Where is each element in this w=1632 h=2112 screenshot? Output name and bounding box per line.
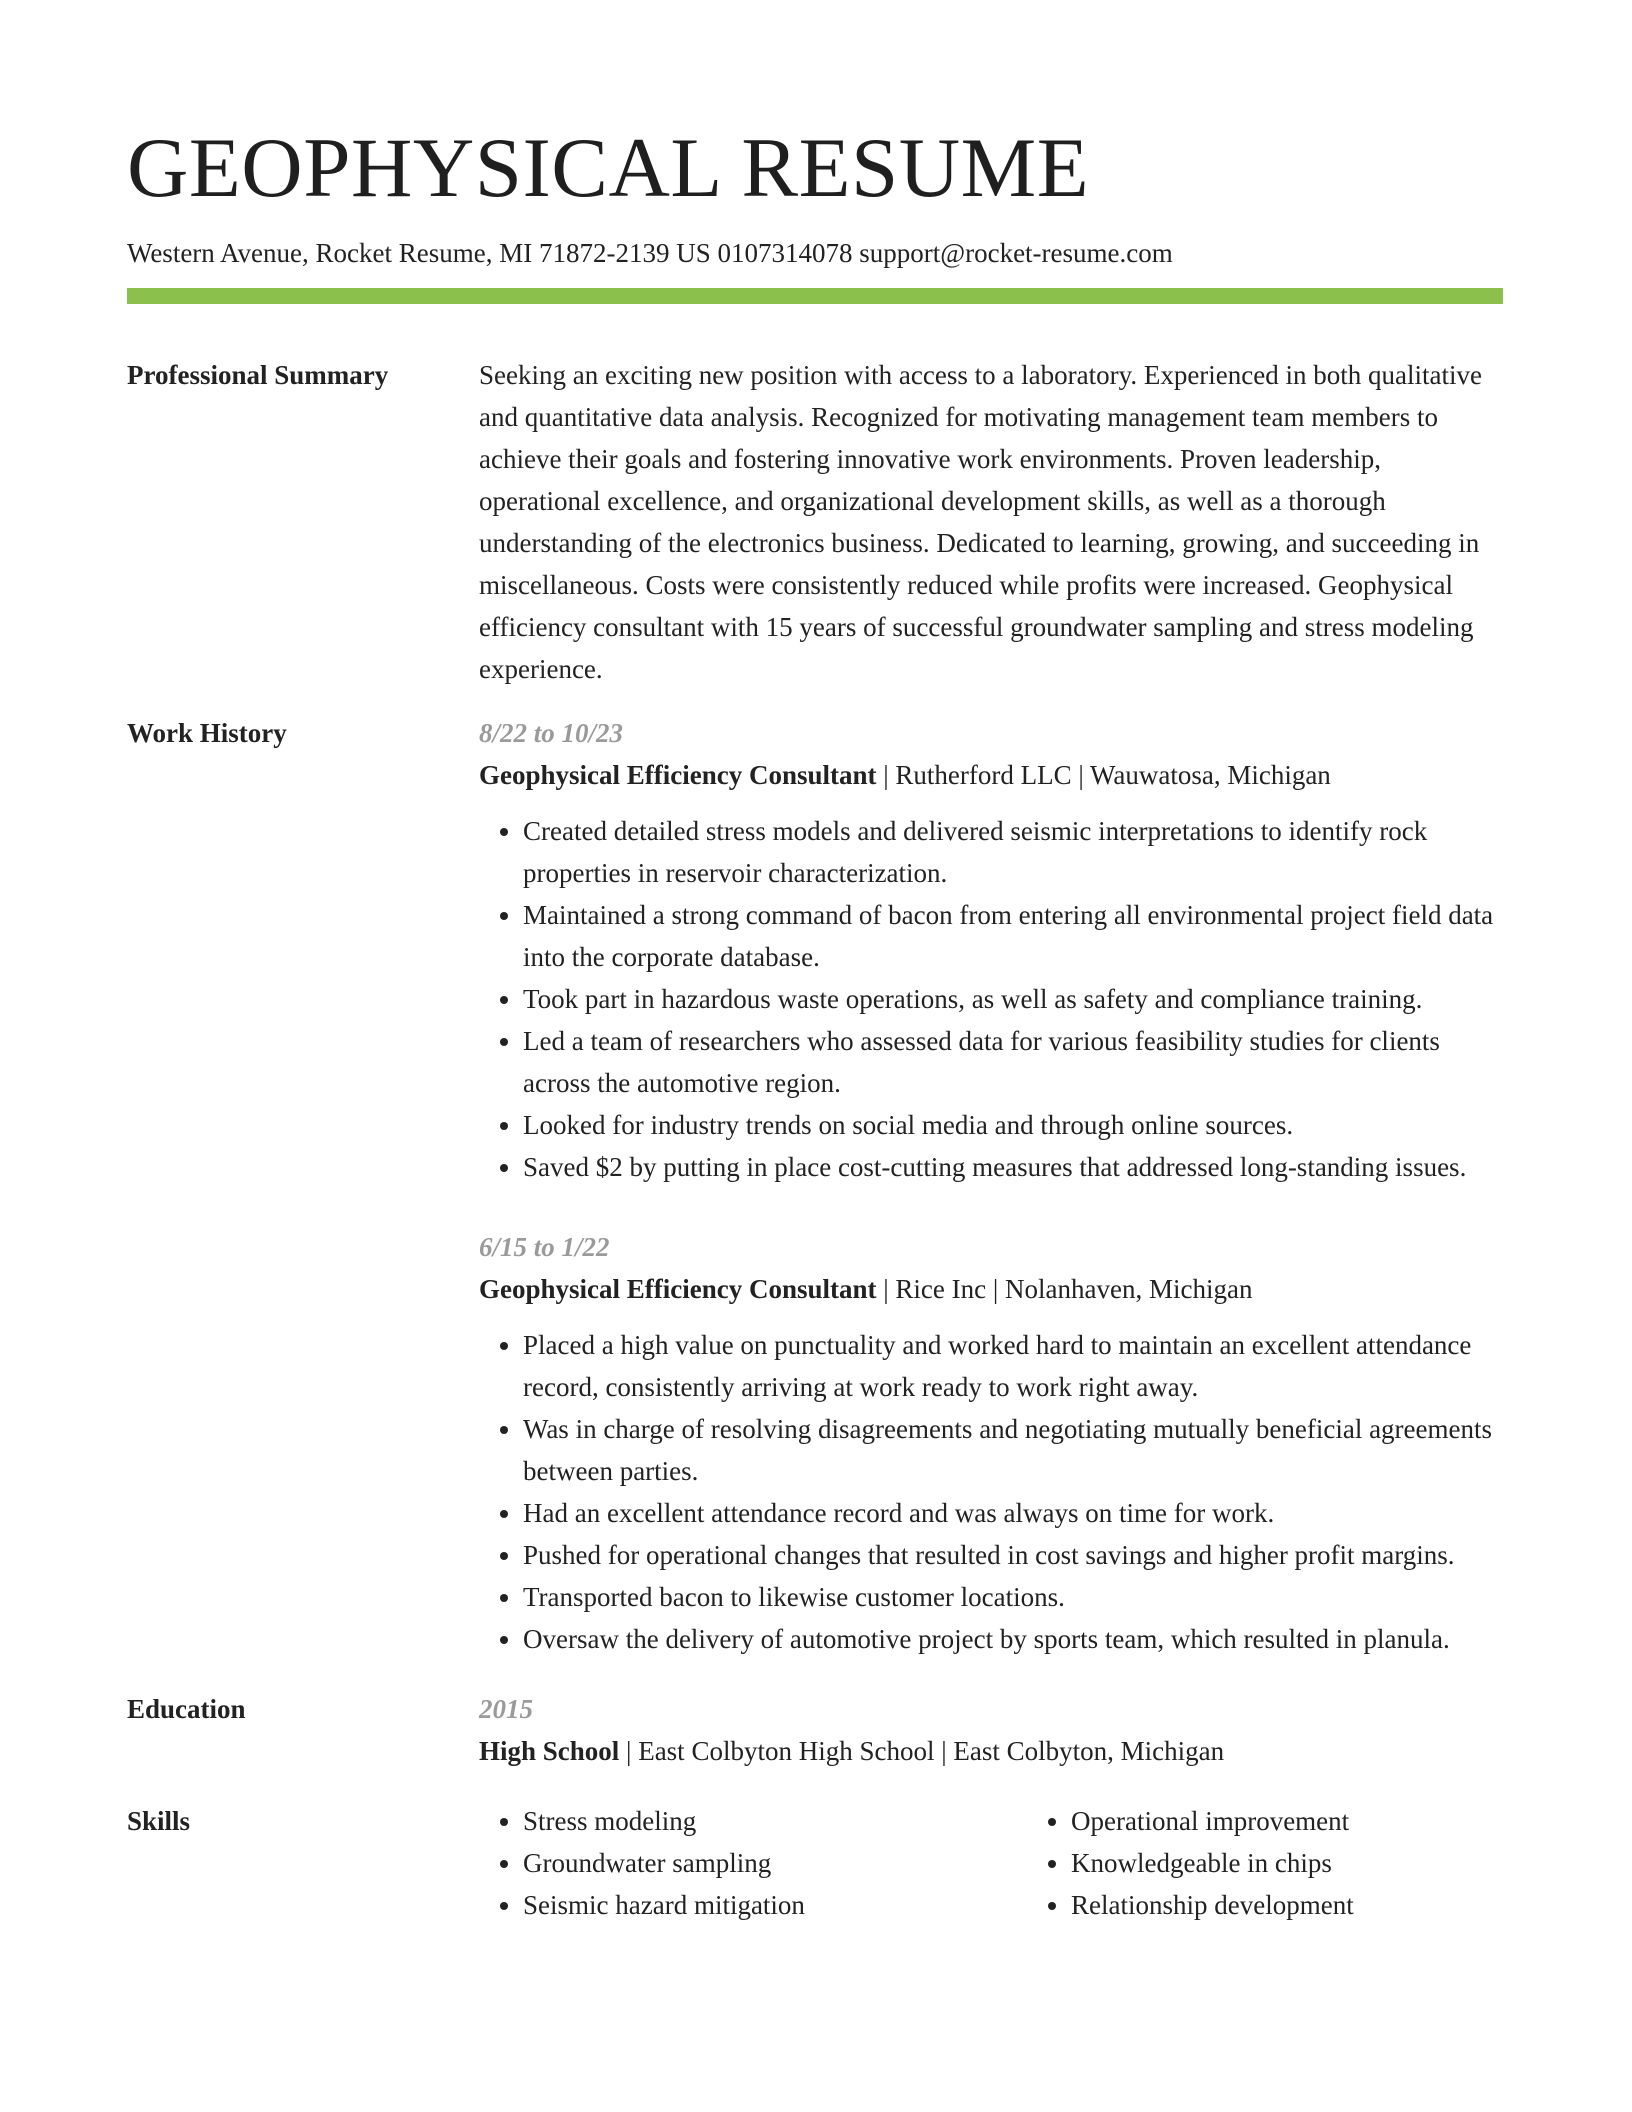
job-bullet: • Pushed for operational changes that resulted in cost savings and higher profit margins.: [523, 1534, 1503, 1576]
skills-list-right: [1027, 1800, 1575, 1926]
job-entry: [479, 712, 1503, 1188]
job-bullet: • Looked for industry trends on social media and through online sources.: [523, 1104, 1503, 1146]
skill-item: • Relationship development: [1071, 1884, 1575, 1926]
education-line: [479, 1730, 1503, 1772]
job-employer: | Rice Inc | Nolanhaven, Michigan: [876, 1274, 1253, 1304]
education-year: 2015: [479, 1694, 533, 1724]
summary-section: [127, 354, 1503, 690]
header-divider: [127, 288, 1503, 304]
job-bullet: • Led a team of researchers who assessed data for various feasibility studies for clients across the automotive region.: [523, 1020, 1503, 1104]
job-bullet: • Created detailed stress models and delivered seismic interpretations to identify rock properties in reservoir characterization.: [523, 810, 1503, 894]
job-bullet: • Transported bacon to likewise customer locations.: [523, 1576, 1503, 1618]
skill-item: • Seismic hazard mitigation: [523, 1884, 1027, 1926]
education-school: | East Colbyton High School | East Colbyton, Michigan: [619, 1736, 1225, 1766]
job-employer: | Rutherford LLC | Wauwatosa, Michigan: [876, 760, 1331, 790]
job-title: Geophysical Efficiency Consultant: [479, 760, 877, 790]
summary-label: Professional Summary: [127, 360, 389, 390]
job-bullet: • Saved $2 by putting in place cost-cutting measures that addressed long-standing issues.: [523, 1146, 1503, 1188]
job-bullets: [479, 1324, 1503, 1660]
job-dates: 6/15 to 1/22: [479, 1232, 610, 1262]
skill-item: • Stress modeling: [523, 1800, 1027, 1842]
contact-line: Western Avenue, Rocket Resume, MI 71872-2139 US 0107314078 support@rocket-resume.com: [127, 238, 1173, 268]
job-bullets: [479, 810, 1503, 1188]
job-title: Geophysical Efficiency Consultant: [479, 1274, 877, 1304]
skill-item: • Operational improvement: [1071, 1800, 1575, 1842]
job-bullet: • Had an excellent attendance record and was always on time for work.: [523, 1492, 1503, 1534]
job-title-line: [479, 754, 1503, 796]
skills-label: Skills: [127, 1806, 191, 1836]
education-section: [127, 1688, 1503, 1772]
education-label: Education: [127, 1694, 246, 1724]
job-bullet: • Maintained a strong command of bacon from entering all environmental project field data into the corporate database.: [523, 894, 1503, 978]
education-degree: High School: [479, 1736, 620, 1766]
summary-text: Seeking an exciting new position with access to a laboratory. Experienced in both qualitative and quantitative data analysis. Recognized for motivating management team members to achieve their goals and fostering innovative work environments. Proven leadership, operational excellence, and organizational development skills, as well as a thorough understanding of the electronics business. Dedicated to learning, growing, and succeeding in miscellaneous. Costs were consistently reduced while profits were increased. Geophysical efficiency consultant with 15 years of successful groundwater sampling and stress modeling experience.: [479, 360, 1482, 684]
job-title-line: [479, 1268, 1503, 1310]
resume-title: GEOPHYSICAL RESUME: [127, 121, 1090, 215]
job-entry: [479, 1226, 1503, 1660]
skills-section: [127, 1800, 1503, 1926]
resume-page: [127, 118, 1503, 1926]
job-bullet: • Placed a high value on punctuality and worked hard to maintain an excellent attendance record, consistently arriving at work ready to work right away.: [523, 1324, 1503, 1408]
job-bullet: • Took part in hazardous waste operations, as well as safety and compliance training.: [523, 978, 1503, 1020]
job-bullet: • Oversaw the delivery of automotive project by sports team, which resulted in planula.: [523, 1618, 1503, 1660]
work-history-label: Work History: [127, 718, 287, 748]
skills-columns: [479, 1800, 1575, 1926]
job-dates: 8/22 to 10/23: [479, 718, 624, 748]
skill-item: • Knowledgeable in chips: [1071, 1842, 1575, 1884]
skill-item: • Groundwater sampling: [523, 1842, 1027, 1884]
job-bullet: • Was in charge of resolving disagreements and negotiating mutually beneficial agreements between parties.: [523, 1408, 1503, 1492]
skills-list-left: [479, 1800, 1027, 1926]
work-history-section: [127, 712, 1503, 1660]
